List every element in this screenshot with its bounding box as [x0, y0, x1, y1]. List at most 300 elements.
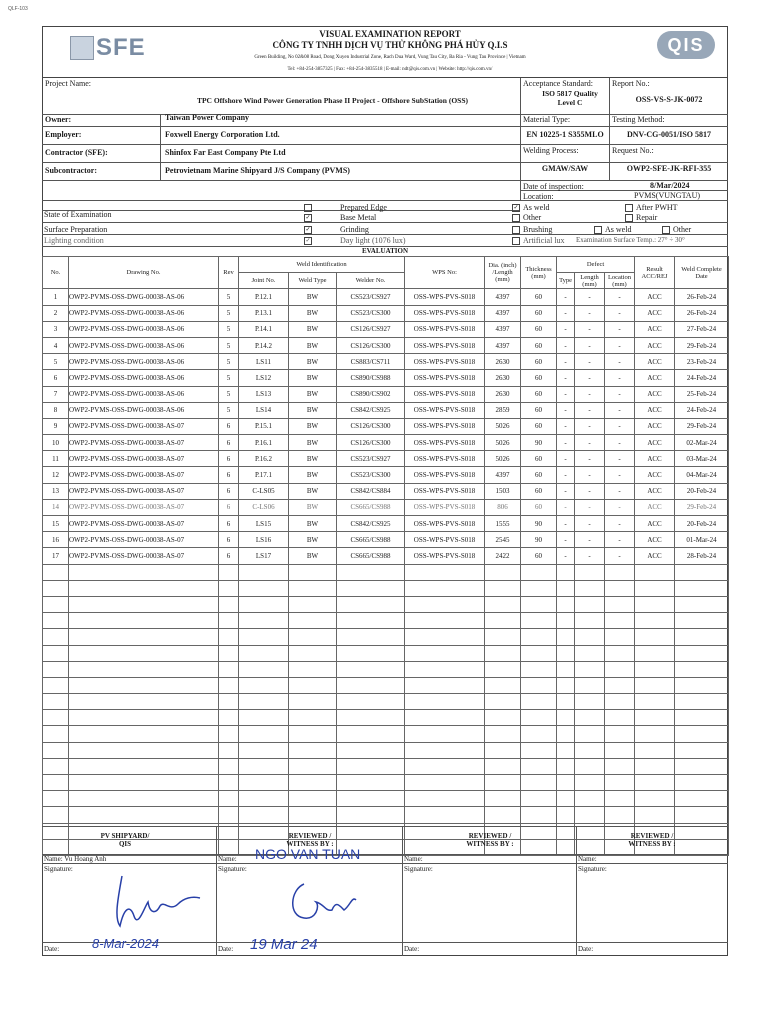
table-cell — [405, 580, 485, 596]
contractor: Shinfox Far East Company Pte Ltd — [165, 148, 286, 157]
table-cell: - — [575, 289, 605, 305]
table-cell: 2859 — [485, 402, 521, 418]
table-cell: 5 — [219, 289, 239, 305]
table-cell: 90 — [521, 435, 557, 451]
table-cell — [43, 775, 69, 791]
after-pwht-label: After PWHT — [636, 203, 678, 212]
table-cell: - — [557, 289, 575, 305]
table-cell — [557, 726, 575, 742]
table-cell — [605, 645, 635, 661]
sig-date3-label: Date: — [404, 945, 420, 953]
table-cell: BW — [289, 354, 337, 370]
table-cell: - — [557, 418, 575, 434]
table-cell: OWP2-PVMS-OSS-DWG-00038-AS-07 — [69, 467, 219, 483]
checkbox-icon — [304, 204, 312, 212]
table-cell — [485, 758, 521, 774]
table-cell — [69, 613, 219, 629]
table-cell — [605, 807, 635, 823]
table-cell — [557, 694, 575, 710]
table-cell: 5 — [219, 370, 239, 386]
inspection-date: 8/Mar/2024 — [650, 181, 690, 190]
table-cell — [557, 791, 575, 807]
table-cell: OWP2-PVMS-OSS-DWG-00038-AS-07 — [69, 548, 219, 564]
table-cell — [43, 580, 69, 596]
table-cell: 4397 — [485, 305, 521, 321]
table-cell: ACC — [635, 402, 675, 418]
table-cell: - — [557, 305, 575, 321]
table-cell: BW — [289, 435, 337, 451]
checkbox-icon — [512, 237, 520, 245]
company-contact: Tel: +84-254-3857325 | Fax: +84-254-3835518 | E-mail: ndt@qis.com.vn | Website: http://qis.com.vn/ — [287, 67, 493, 72]
table-cell: 4397 — [485, 467, 521, 483]
table-cell: 6 — [219, 451, 239, 467]
table-cell: ACC — [635, 532, 675, 548]
table-cell: P.16.1 — [239, 435, 289, 451]
sig-signature2-label: Signature: — [218, 865, 247, 873]
header-type: Type — [557, 273, 575, 289]
table-cell: BW — [289, 337, 337, 353]
table-cell — [289, 758, 337, 774]
table-cell — [521, 661, 557, 677]
qis-logo-text: QIS — [667, 34, 705, 55]
table-cell — [575, 726, 605, 742]
table-cell: ACC — [635, 467, 675, 483]
table-cell — [635, 677, 675, 693]
table-cell: - — [575, 354, 605, 370]
base-metal-option[interactable] — [304, 213, 376, 222]
divider — [42, 854, 728, 855]
header-thickness: Thickness (mm) — [521, 257, 557, 289]
table-cell — [605, 661, 635, 677]
table-cell — [557, 758, 575, 774]
table-cell — [405, 775, 485, 791]
table-cell: - — [575, 483, 605, 499]
signature-1 — [100, 868, 210, 934]
table-cell — [675, 726, 729, 742]
divider — [609, 78, 610, 180]
table-cell — [557, 564, 575, 580]
table-cell: 29-Feb-24 — [675, 337, 729, 353]
table-cell: 60 — [521, 499, 557, 515]
checkbox-icon — [625, 214, 633, 222]
employer-label: Employer: — [45, 130, 82, 139]
other-label: Other — [523, 213, 542, 222]
table-cell: 29-Feb-24 — [675, 499, 729, 515]
table-cell — [675, 645, 729, 661]
table-cell: - — [605, 499, 635, 515]
header-joint: Joint No. — [239, 273, 289, 289]
table-row — [43, 807, 729, 823]
table-cell: 03-Mar-24 — [675, 451, 729, 467]
table-cell — [337, 677, 405, 693]
table-cell — [219, 710, 239, 726]
sig-date2: 19 Mar 24 — [250, 936, 318, 953]
table-row — [43, 370, 729, 386]
header-complete: Weld Complete Date — [675, 257, 729, 289]
table-cell: ACC — [635, 370, 675, 386]
table-cell: 5 — [43, 354, 69, 370]
table-cell: - — [575, 516, 605, 532]
prepared-edge-label: Prepared Edge — [340, 203, 387, 212]
table-cell: 27-Feb-24 — [675, 321, 729, 337]
table-cell — [219, 580, 239, 596]
table-cell — [557, 710, 575, 726]
checkbox-icon — [594, 226, 602, 234]
table-cell: BW — [289, 289, 337, 305]
table-cell — [575, 564, 605, 580]
table-cell — [575, 791, 605, 807]
as-weld-option[interactable] — [512, 203, 549, 212]
table-row — [43, 418, 729, 434]
table-cell: - — [575, 305, 605, 321]
table-cell — [485, 775, 521, 791]
table-cell: ACC — [635, 483, 675, 499]
table-cell — [43, 791, 69, 807]
table-cell: 5026 — [485, 435, 521, 451]
table-cell: 60 — [521, 402, 557, 418]
table-cell: 25-Feb-24 — [675, 386, 729, 402]
table-cell: OSS-WPS-PVS-S018 — [405, 418, 485, 434]
table-cell — [521, 580, 557, 596]
table-cell — [575, 661, 605, 677]
table-cell: 4397 — [485, 321, 521, 337]
table-cell — [219, 839, 239, 855]
sig-date1: 8-Mar-2024 — [92, 936, 159, 951]
sig-signature4-label: Signature: — [578, 865, 607, 873]
table-cell: - — [557, 370, 575, 386]
table-cell: C-LS05 — [239, 483, 289, 499]
table-row — [43, 451, 729, 467]
table-cell — [405, 742, 485, 758]
table-cell — [557, 742, 575, 758]
table-cell: CS890/CS988 — [337, 370, 405, 386]
table-cell: - — [605, 451, 635, 467]
table-cell — [405, 694, 485, 710]
sfe-logo — [70, 34, 154, 64]
table-row — [43, 791, 729, 807]
table-cell — [219, 758, 239, 774]
table-cell: P.14.2 — [239, 337, 289, 353]
table-cell — [69, 758, 219, 774]
table-cell — [557, 580, 575, 596]
table-cell: - — [575, 451, 605, 467]
table-cell: OSS-WPS-PVS-S018 — [405, 451, 485, 467]
table-cell — [69, 807, 219, 823]
table-cell — [485, 629, 521, 645]
table-cell: 17 — [43, 548, 69, 564]
table-cell: 02-Mar-24 — [675, 435, 729, 451]
table-cell — [485, 791, 521, 807]
table-cell: - — [575, 386, 605, 402]
table-cell: 5 — [219, 321, 239, 337]
table-cell: CS665/CS988 — [337, 499, 405, 515]
table-cell — [337, 564, 405, 580]
header-rev: Rev — [219, 257, 239, 289]
table-cell — [69, 596, 219, 612]
table-cell: OWP2-PVMS-OSS-DWG-00038-AS-06 — [69, 354, 219, 370]
table-cell — [675, 661, 729, 677]
welding-label: Welding Process: — [523, 146, 579, 155]
table-cell — [239, 742, 289, 758]
table-cell: 16 — [43, 532, 69, 548]
table-cell — [289, 710, 337, 726]
table-row — [43, 775, 729, 791]
table-cell: - — [605, 435, 635, 451]
header-no: No. — [43, 257, 69, 289]
sig-col3-title: REVIEWED / WITNESS BY : — [466, 832, 514, 848]
table-cell: OSS-WPS-PVS-S018 — [405, 532, 485, 548]
table-cell: 5 — [219, 386, 239, 402]
table-cell: 01-Mar-24 — [675, 532, 729, 548]
table-cell — [575, 710, 605, 726]
checkbox-icon — [662, 226, 670, 234]
table-cell: OWP2-PVMS-OSS-DWG-00038-AS-07 — [69, 451, 219, 467]
table-cell: OSS-WPS-PVS-S018 — [405, 402, 485, 418]
table-cell — [557, 613, 575, 629]
header-defect: Defect — [557, 257, 635, 273]
table-cell: LS16 — [239, 532, 289, 548]
table-cell — [675, 791, 729, 807]
table-cell: OSS-WPS-PVS-S018 — [405, 289, 485, 305]
artificial-label: Artificial lux — [523, 236, 565, 245]
table-cell: BW — [289, 305, 337, 321]
table-cell: OWP2-PVMS-OSS-DWG-00038-AS-07 — [69, 483, 219, 499]
table-cell — [405, 710, 485, 726]
table-cell: - — [557, 354, 575, 370]
table-cell — [219, 775, 239, 791]
table-cell — [521, 677, 557, 693]
other-option[interactable] — [512, 213, 541, 222]
subcontractor: Petrovietnam Marine Shipyard J/S Company (PVMS) — [165, 166, 350, 175]
table-cell — [69, 677, 219, 693]
table-row — [43, 564, 729, 580]
table-cell: 60 — [521, 467, 557, 483]
table-cell — [289, 645, 337, 661]
table-cell: - — [605, 516, 635, 532]
table-cell: BW — [289, 499, 337, 515]
table-cell — [675, 596, 729, 612]
table-cell: 806 — [485, 499, 521, 515]
table-cell: OSS-WPS-PVS-S018 — [405, 370, 485, 386]
table-cell — [521, 694, 557, 710]
sfe-logo-text: SFE — [96, 34, 146, 61]
table-cell — [239, 629, 289, 645]
table-cell — [521, 629, 557, 645]
artificial-option[interactable] — [512, 236, 565, 245]
table-cell: 6 — [43, 370, 69, 386]
table-cell: 5 — [219, 354, 239, 370]
table-cell: CS126/CS300 — [337, 337, 405, 353]
table-cell: CS523/CS300 — [337, 467, 405, 483]
table-cell: - — [557, 532, 575, 548]
table-cell: - — [605, 354, 635, 370]
table-cell: 60 — [521, 451, 557, 467]
table-cell: 20-Feb-24 — [675, 483, 729, 499]
table-cell — [289, 580, 337, 596]
table-cell: CS126/CS300 — [337, 435, 405, 451]
table-cell: - — [575, 467, 605, 483]
table-row — [43, 726, 729, 742]
after-pwht-option[interactable] — [625, 203, 678, 212]
acceptance-label: Acceptance Standard: — [523, 79, 593, 88]
sig-col4-title: REVIEWED / WITNESS BY : — [628, 832, 676, 848]
as-weld2-option[interactable] — [594, 225, 631, 234]
table-cell — [635, 645, 675, 661]
table-cell — [635, 580, 675, 596]
request-no: OWP2-SFE-JK-RFI-355 — [626, 164, 712, 173]
header-weld-id: Weld Identification — [239, 257, 405, 273]
brushing-option[interactable] — [512, 225, 552, 234]
table-cell — [69, 726, 219, 742]
table-cell: OWP2-PVMS-OSS-DWG-00038-AS-07 — [69, 418, 219, 434]
table-cell — [405, 791, 485, 807]
divider — [42, 162, 728, 163]
table-cell — [675, 742, 729, 758]
table-cell — [337, 596, 405, 612]
table-cell — [635, 758, 675, 774]
table-cell — [289, 791, 337, 807]
table-cell: P.12.1 — [239, 289, 289, 305]
report-no: OSS-VS-S-JK-0072 — [635, 95, 703, 104]
table-cell — [635, 596, 675, 612]
table-cell — [337, 580, 405, 596]
table-cell — [289, 694, 337, 710]
table-cell: - — [605, 386, 635, 402]
table-row — [43, 289, 729, 305]
table-cell: 7 — [43, 386, 69, 402]
table-cell — [69, 694, 219, 710]
table-cell — [575, 580, 605, 596]
table-cell — [239, 694, 289, 710]
table-cell — [69, 775, 219, 791]
table-cell: - — [575, 337, 605, 353]
table-cell — [605, 726, 635, 742]
table-cell: - — [605, 532, 635, 548]
table-body — [43, 289, 729, 856]
sfe-emblem-icon — [70, 36, 94, 60]
table-cell: 2422 — [485, 548, 521, 564]
project-name-label: Project Name: — [45, 79, 91, 88]
header-drawing: Drawing No. — [69, 257, 219, 289]
table-cell: OSS-WPS-PVS-S018 — [405, 354, 485, 370]
table-cell: 26-Feb-24 — [675, 305, 729, 321]
daylight-option[interactable] — [304, 236, 406, 245]
table-cell — [289, 775, 337, 791]
state-label: State of Examination — [44, 210, 112, 219]
other2-option[interactable] — [662, 225, 691, 234]
sig-date1-label: Date: — [44, 945, 60, 953]
table-cell — [675, 775, 729, 791]
table-cell: OWP2-PVMS-OSS-DWG-00038-AS-07 — [69, 499, 219, 515]
table-cell — [405, 677, 485, 693]
table-cell: 14 — [43, 499, 69, 515]
table-cell: - — [557, 516, 575, 532]
material-type: EN 10225-1 S355MLO — [526, 130, 604, 139]
table-cell: CS665/CS988 — [337, 548, 405, 564]
table-cell: - — [557, 467, 575, 483]
table-cell: BW — [289, 418, 337, 434]
table-cell — [605, 564, 635, 580]
table-row — [43, 386, 729, 402]
table-cell — [289, 613, 337, 629]
table-cell — [43, 758, 69, 774]
company-address: Green Building, No 02&08 Road, Dong Xuyen Industrial Zone, Rach Dua Ward, Vung Tau City, Ba Ria - Vung Tau Province | Vietnam — [254, 55, 526, 60]
inspection-date-label: Date of inspection: — [523, 182, 584, 191]
table-cell — [289, 742, 337, 758]
table-cell — [239, 580, 289, 596]
sig-date2-label: Date: — [218, 945, 234, 953]
table-cell — [289, 677, 337, 693]
table-cell: 1503 — [485, 483, 521, 499]
table-cell: 6 — [219, 516, 239, 532]
base-metal-label: Base Metal — [340, 213, 377, 222]
table-cell — [575, 758, 605, 774]
table-cell: OWP2-PVMS-OSS-DWG-00038-AS-07 — [69, 435, 219, 451]
divider — [160, 114, 161, 180]
table-cell — [635, 742, 675, 758]
table-cell — [405, 596, 485, 612]
table-cell — [575, 645, 605, 661]
grinding-option[interactable] — [304, 225, 369, 234]
table-cell — [69, 710, 219, 726]
table-row — [43, 321, 729, 337]
table-cell: - — [575, 435, 605, 451]
table-cell: OWP2-PVMS-OSS-DWG-00038-AS-07 — [69, 516, 219, 532]
table-row — [43, 613, 729, 629]
table-cell — [43, 742, 69, 758]
sig-name1: Name: Vu Hoang Anh — [44, 855, 107, 863]
table-cell — [405, 807, 485, 823]
table-cell — [239, 645, 289, 661]
table-cell — [337, 645, 405, 661]
table-cell — [521, 564, 557, 580]
prepared-edge-option[interactable] — [304, 203, 387, 212]
project-name: TPC Offshore Wind Power Generation Phase II Project - Offshore SubStation (OSS) — [196, 96, 469, 105]
table-cell — [521, 807, 557, 823]
employer: Foxwell Energy Corporation Ltd. — [165, 130, 280, 139]
table-cell: ACC — [635, 418, 675, 434]
table-cell: OSS-WPS-PVS-S018 — [405, 337, 485, 353]
table-cell: BW — [289, 483, 337, 499]
table-cell: - — [605, 548, 635, 564]
table-cell: - — [575, 418, 605, 434]
table-cell: 60 — [521, 305, 557, 321]
divider — [42, 863, 728, 864]
table-cell — [521, 758, 557, 774]
table-cell: - — [557, 321, 575, 337]
table-cell — [575, 775, 605, 791]
lighting-label: Lighting condition — [44, 236, 104, 245]
table-cell — [43, 677, 69, 693]
table-cell — [521, 613, 557, 629]
table-cell: 4 — [43, 337, 69, 353]
table-cell: - — [557, 337, 575, 353]
divider — [216, 826, 217, 956]
table-cell: 29-Feb-24 — [675, 418, 729, 434]
repair-option[interactable] — [625, 213, 657, 222]
table-cell — [605, 758, 635, 774]
table-cell — [405, 661, 485, 677]
table-cell — [635, 710, 675, 726]
table-cell: 5 — [219, 337, 239, 353]
table-cell — [69, 564, 219, 580]
table-cell — [635, 613, 675, 629]
table-cell: 60 — [521, 354, 557, 370]
table-cell — [575, 629, 605, 645]
table-cell: 13 — [43, 483, 69, 499]
table-cell: 2 — [43, 305, 69, 321]
checkbox-checked-icon: ✓ — [305, 215, 311, 222]
